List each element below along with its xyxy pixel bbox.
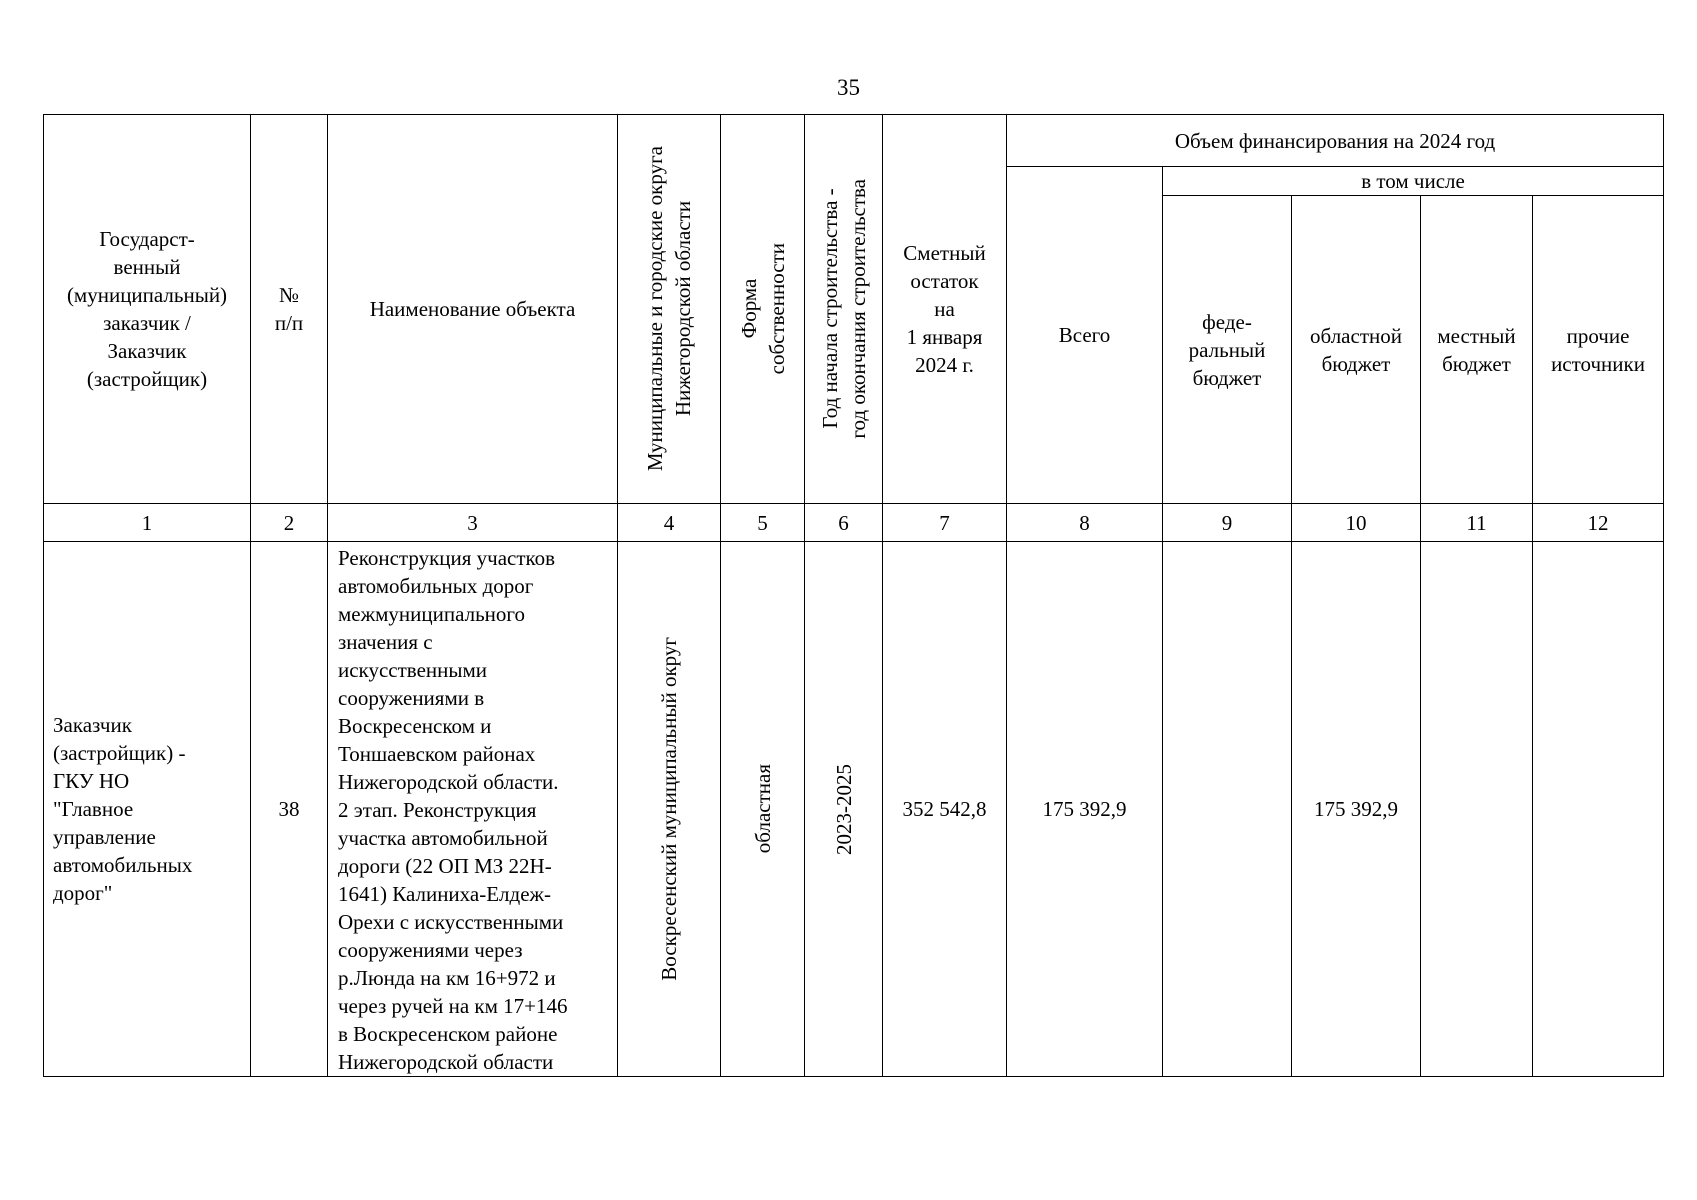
column-number: 11 (1421, 504, 1533, 542)
header-financing-group: Объем финансирования на 2024 год (1007, 115, 1664, 167)
header-object-name: Наименование объекта (328, 115, 618, 504)
row-federal (1163, 542, 1292, 1077)
column-number: 3 (328, 504, 618, 542)
column-number: 2 (251, 504, 328, 542)
row-customer: Заказчик (застройщик) - ГКУ НО "Главное управление автомобильных дорог" (44, 542, 251, 1077)
column-number: 5 (721, 504, 805, 542)
row-years: 2023-2025 (831, 763, 856, 855)
header-customer: Государст- венный (муниципальный) заказчик / Заказчик (застройщик) (44, 115, 251, 504)
column-number: 1 (44, 504, 251, 542)
page-number: 35 (837, 75, 860, 100)
column-number: 7 (883, 504, 1007, 542)
header-years-cell (805, 115, 883, 504)
row-other (1533, 542, 1664, 1077)
row-estimate: 352 542,8 (883, 542, 1007, 1077)
header-years: Год начала строительства - год окончания строительства (817, 179, 870, 439)
header-including: в том числе (1163, 167, 1664, 196)
header-municipality-cell (618, 115, 721, 504)
row-number: 38 (251, 542, 328, 1077)
header-ownership: Форма собственности (736, 243, 789, 375)
row-ownership: областная (750, 764, 775, 854)
header-row-number: № п/п (251, 115, 328, 504)
column-number: 4 (618, 504, 721, 542)
column-number: 6 (805, 504, 883, 542)
column-number: 8 (1007, 504, 1163, 542)
row-years-cell (805, 542, 883, 1077)
header-other: прочие источники (1533, 196, 1664, 504)
column-number: 9 (1163, 504, 1292, 542)
header-ownership-cell (721, 115, 805, 504)
table-row (44, 542, 1664, 1077)
column-number: 12 (1533, 504, 1664, 542)
header-local: местный бюджет (1421, 196, 1533, 504)
header-regional: областной бюджет (1292, 196, 1421, 504)
header-row-1 (44, 115, 1664, 167)
row-total: 175 392,9 (1007, 542, 1163, 1077)
header-federal: феде- ральный бюджет (1163, 196, 1292, 504)
column-number-row (44, 504, 1664, 542)
row-ownership-cell (721, 542, 805, 1077)
financing-table (43, 114, 1664, 1077)
row-local (1421, 542, 1533, 1077)
row-object-name: Реконструкция участков автомобильных дорог межмуниципального значения с искусственными сооружениями в Воскресенском и Тоншаевском районах Нижегородской области. 2 этап. Реконструкция участка автомобильной дороги (22 ОП МЗ 22Н- 1641) Калиниха-Елдеж- Орехи с искусственными сооружениями через р.Люнда на км 16+972 и через ручей на км 17+146 в Воскресенском районе Нижегородской области (328, 542, 618, 1077)
header-total: Всего (1007, 167, 1163, 504)
row-regional: 175 392,9 (1292, 542, 1421, 1077)
column-number: 10 (1292, 504, 1421, 542)
row-municipality-cell (618, 542, 721, 1077)
header-estimate: Сметный остаток на 1 января 2024 г. (883, 115, 1007, 504)
header-municipality: Муниципальные и городские округа Нижегородской области (643, 146, 695, 472)
row-municipality: Воскресенский муниципальный округ (657, 637, 681, 981)
